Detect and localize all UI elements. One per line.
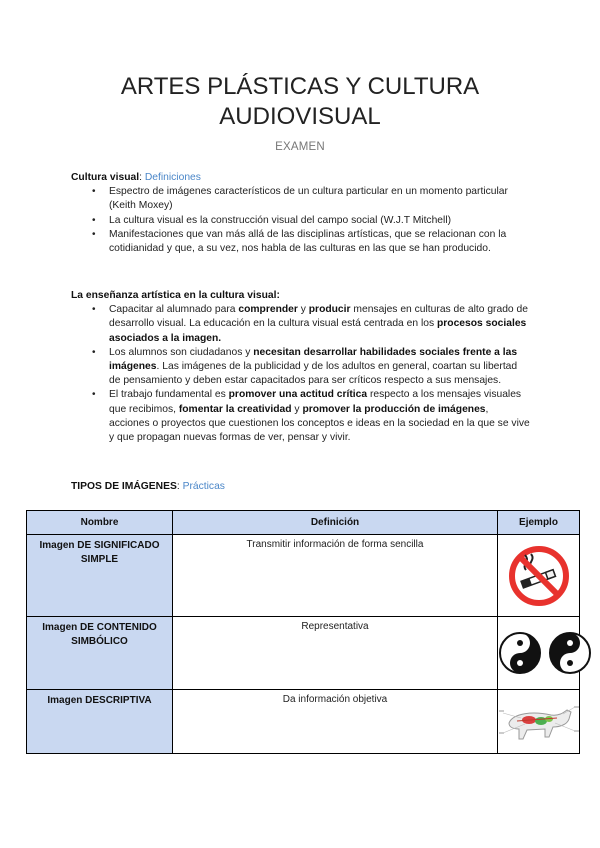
table-row — [27, 535, 580, 617]
practicas-link[interactable]: Prácticas — [182, 481, 225, 492]
text-run: y — [291, 403, 303, 415]
text-run: respecto a los mensajes visuales que recibimos, — [109, 389, 522, 415]
section-heading — [71, 289, 531, 303]
bold-run: promover la producción de imágenes — [302, 403, 486, 415]
row-name: Imagen DESCRIPTIVA — [27, 690, 173, 754]
page-title — [0, 72, 600, 132]
heading-separator: : — [139, 172, 145, 183]
list-item: • Manifestaciones que van más allá de las disciplinas artísticas, que se relacionan con la cotidianidad y que, a su vez, nos habla de las culturas en las que se han producido. — [109, 228, 531, 256]
list-item — [109, 303, 531, 346]
page-subtitle: EXAMEN — [275, 141, 325, 153]
heading-text: La enseñanza artística en la cultura visual: — [71, 290, 280, 301]
heading-separator: : — [176, 481, 183, 492]
list-item — [109, 388, 531, 445]
bold-run: promover una actitud crítica — [228, 389, 368, 401]
section-ensenanza — [71, 289, 531, 445]
bold-run: necesitan desarrollar habilidades sociales frente a las imágenes — [109, 346, 518, 373]
row-example — [498, 617, 580, 690]
row-name: Imagen DE SIGNIFICADO SIMPLE — [27, 535, 173, 617]
table-row — [27, 617, 580, 690]
row-definition: Transmitir información de forma sencilla — [173, 535, 498, 617]
row-example — [498, 690, 580, 754]
column-header-definicion: Definición — [173, 511, 498, 535]
text-run: y — [297, 304, 309, 316]
row-definition: Da información objetiva — [173, 690, 498, 754]
list-item: • Espectro de imágenes característicos de un cultura particular en un momento particular (Keith Moxey) — [109, 185, 531, 213]
list-item: • La cultura visual es la construcción visual del campo social (W.J.T Mitchell) — [109, 214, 531, 228]
bold-run: comprender — [238, 304, 298, 316]
row-definition: Representativa — [173, 617, 498, 690]
text-run: mensajes en culturas de alto grado de desarrollo visual. La educación en la cultura visual está centrada en los — [109, 304, 528, 330]
text-run: , acciones o proyectos que cuestionen los conceptos e ideas en la sociedad en la que se vive y que propagan nuevas formas de ver, pensar y vivir. — [109, 403, 530, 444]
bold-run: producir — [308, 304, 351, 316]
list-item — [109, 346, 531, 389]
ensenanza-list — [71, 303, 531, 445]
column-header-ejemplo: Ejemplo — [498, 511, 580, 535]
section-heading — [71, 171, 531, 185]
row-example — [498, 535, 580, 617]
row-name: Imagen DE CONTENIDO SIMBÓLICO — [27, 617, 173, 690]
heading-text: TIPOS DE IMÁGENES — [71, 481, 177, 492]
yin-yang-icon — [498, 626, 594, 680]
section-heading — [71, 480, 531, 494]
table-row — [27, 690, 580, 754]
table-header-row — [27, 511, 580, 535]
text-run: Capacitar al alumnado para — [109, 304, 239, 316]
definiciones-link[interactable]: Definiciones — [144, 172, 201, 183]
title-line-2: AUDIOVISUAL — [219, 103, 381, 130]
bold-run: procesos sociales asociados a la imagen. — [109, 318, 527, 344]
bold-run: fomentar la creatividad — [178, 403, 292, 415]
no-smoking-icon — [507, 544, 571, 608]
text-run: Los alumnos son ciudadanos y — [109, 346, 254, 358]
title-line-1: ARTES PLÁSTICAS Y CULTURA — [120, 73, 480, 100]
text-run: El trabajo fundamental es — [109, 389, 229, 401]
section-cultura-visual — [71, 171, 531, 256]
image-types-table — [26, 510, 580, 754]
anatomy-illustration-icon — [499, 697, 579, 747]
text-run: . Las imágenes de la publicidad y de los adultos en general, coartan su libertad de pensamiento y deben estar capacitados para ser críticos respecto a sus mensajes. — [109, 361, 518, 387]
definition-list — [71, 185, 531, 256]
column-header-nombre: Nombre — [27, 511, 173, 535]
heading-text: Cultura visual — [71, 172, 140, 183]
section-tipos-imagenes — [71, 480, 531, 494]
